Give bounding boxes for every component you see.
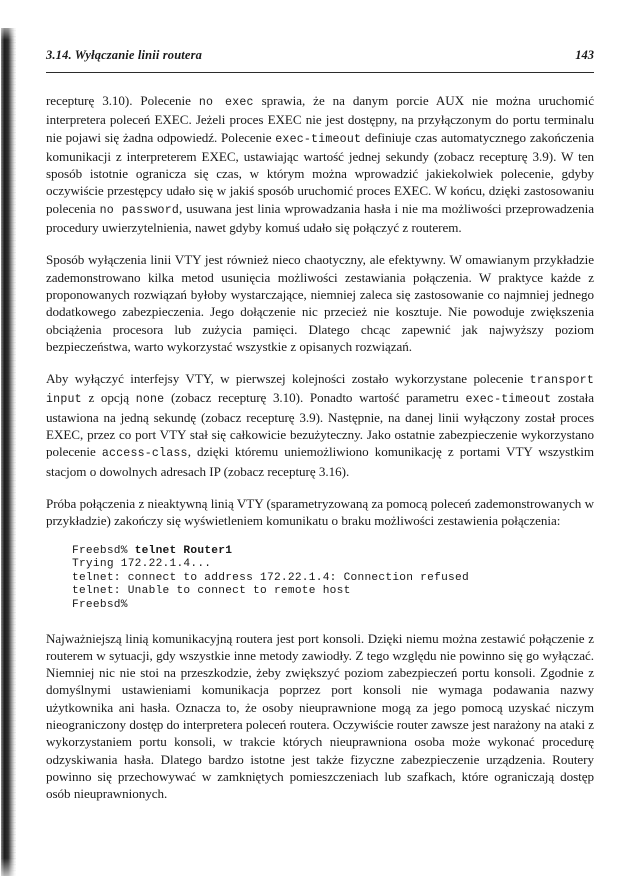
paragraph-3-text-e: , dzięki któremu uniemożliwiono komunikację z portami VTY wszystkim stacjom o dowolnych adresach IP (zobacz recepturę 3.16). (46, 444, 594, 479)
paragraph-5: Najważniejszą linią komunikacyjną routera jest port konsoli. Dzięki niemu można zestawić połączenie z routerem w sytuacji, gdy wszystkie inne metody zawiodły. Z tego względu nie powinno się go wyłączać. Niemniej nic nie stoi na przeszkodzie, żeby zwiększyć poziom zabezpieczeń portu konsoli. Zgodnie z domyślnymi ustawieniami komunikacja poprzez port konsoli nie wymaga podawania nazwy użytkownika ani hasła. Oznacza to, że osoby nieuprawnione mogą za jego pomocą uzyskać niczym nieograniczony dostęp do interpretera poleceń routera. Oczywiście router zawsze jest narażony na ataki z wykorzystaniem portu konsoli, w trakcie których nieuprawniona osoba może wykonać procedurę odzyskiwania hasła. Dlatego bardzo istotne jest także fizyczne zabezpieczenie urządzenia. Routery powinno się przechowywać w zamkniętych pomieszczeniach lub szafkach, które ograniczają dostęp osób nieuprawnionych. (46, 630, 594, 802)
paragraph-1-text-c: definiuje czas automatycznego zakończenia komunikacji z interpreterem EXEC, ustawiając wartość jednej sekundy (zobacz recepturę 3.9). W ten sposób istotnie ogranicza się czas, w którym można wprowadzić jakiekolwiek polecenie, gdyby oczywiście przestępcy udało się w jakiś sposób uruchomić proces EXEC. W końcu, dzięki zastosowaniu polecenia (46, 129, 594, 216)
running-head (46, 46, 594, 73)
page-number: 143 (575, 48, 594, 62)
inline-code-exec-timeout-1: exec-timeout (275, 132, 362, 146)
listing-line-3: telnet: connect to address 172.22.1.4: Connection refused (72, 571, 469, 584)
scan-binding-shadow (1, 28, 16, 876)
listing-line-5: Freebsd% (72, 598, 128, 611)
inline-code-no-exec: no exec (198, 96, 254, 109)
paragraph-3 (46, 370, 594, 480)
paragraph-1-text-a: recepturę 3.10). Polecenie (46, 93, 199, 108)
inline-code-transport-input: transport input (46, 374, 594, 407)
scan-shadow-fade-top (1, 18, 16, 40)
paragraph-1-text-b: sprawia, że na danym porcie AUX nie można uruchomić interpretera poleceń EXEC. Jeżeli proces EXEC nie jest dostępny, na przyłączonym do portu terminalu nie pojawi się żadna odpowiedź. Polecenie (46, 93, 594, 145)
paragraph-3-text-d: została ustawiona na jedną sekundę (zobacz recepturę 3.9). Następnie, na danej linii wyłączony został proces EXEC, przez co port VTY stał się całkowicie bezużyteczny. Jako ostatnie zabezpieczenie wykorzystano polecenie (46, 390, 595, 460)
paragraph-3-text-b: z opcją (81, 390, 136, 406)
listing-line-4: telnet: Unable to connect to remote host (72, 585, 351, 598)
paragraph-3-text-a: Aby wyłączyć interfejsy VTY, w pierwszej kolejności zostało wykorzystane polecenie (46, 371, 530, 387)
paragraph-1-text-d: , usuwana jest linia wprowadzania hasła i nie ma możliwości przeprowadzenia procedury uwierzytelnienia, nawet gdyby komuś udało się połączyć z routerem. (46, 200, 594, 236)
listing-prompt-1: Freebsd% (72, 544, 135, 557)
paragraph-2: Sposób wyłączenia linii VTY jest również nieco chaotyczny, ale efektywny. W omawianym przykładzie zademonstrowano kilka metod usunięcia możliwości zestawiania połączenia. W praktyce każde z proponowanych rozwiązań byłoby wystarczające, niemniej zaleca się zastosowanie co najmniej jednego dodatkowego zabezpieczenia. Jego dołączenie nic przecież nie kosztuje. Nie powoduje zwiększenia obciążenia procesora lub zużycia pamięci. Dlatego chcąc zapewnić jak najwyższy poziom bezpieczeństwa, warto wykorzystać wszystkie z opisanych rozwiązań. (46, 252, 594, 354)
inline-code-exec-timeout-2: exec-timeout (465, 393, 552, 407)
inline-code-none: none (135, 393, 165, 407)
listing-line-2: Trying 172.22.1.4... (72, 558, 212, 571)
terminal-listing (46, 545, 594, 613)
listing-command-telnet: telnet Router1 (134, 544, 233, 557)
body-text-column (46, 92, 594, 802)
inline-code-access-class: access-class (101, 447, 188, 461)
paragraph-1 (46, 92, 594, 236)
inline-code-no-password: no password (99, 203, 180, 217)
paragraph-3-text-c: (zobacz recepturę 3.10). Ponadto wartość parametru (164, 390, 466, 406)
page-title: 3.14. Wyłączanie linii routera (46, 48, 203, 62)
listing-line-1 (72, 545, 594, 559)
scan-shadow-fade-bottom (1, 858, 16, 884)
paragraph-4: Próba połączenia z nieaktywną linią VTY (sparametryzowaną za pomocą poleceń zademonstrowanych w przykładzie) zakończy się wyświetleniem komunikatu o braku możliwości zestawienia połączenia: (46, 495, 594, 529)
